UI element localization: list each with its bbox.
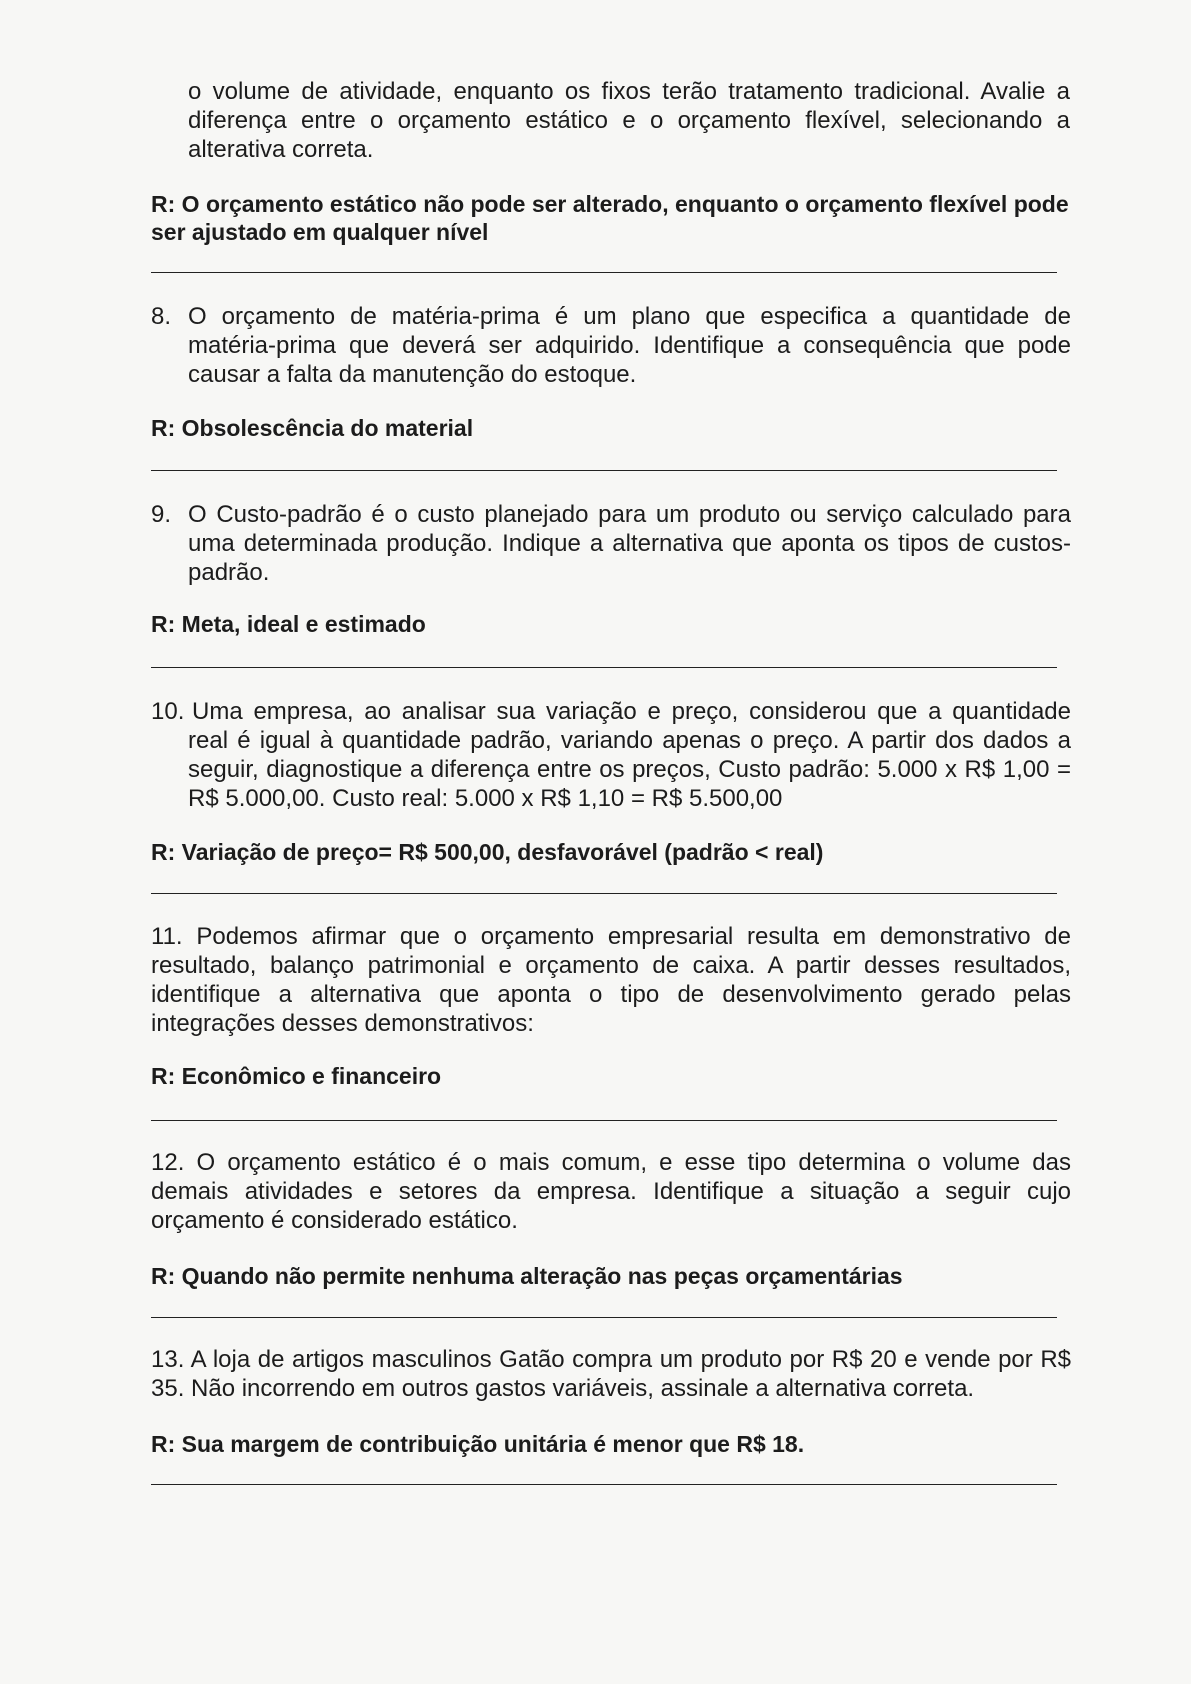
question-number: 9. — [151, 501, 172, 528]
answer-12: R: Quando não permite nenhuma alteração nas peças orçamentárias — [151, 1263, 903, 1289]
intro-answer: R: O orçamento estático não pode ser alterado, enquanto o orçamento flexível pode ser ajustado em qualquer nível — [151, 191, 1069, 245]
answer-13: R: Sua margem de contribuição unitária é menor que R$ 18. — [151, 1431, 805, 1457]
question-number: 11. — [151, 923, 183, 950]
question-number: 13. — [151, 1346, 185, 1373]
answer-8: R: Obsolescência do material — [151, 415, 474, 441]
separator-line — [151, 1317, 1057, 1318]
question-text: A loja de artigos masculinos Gatão compra um produto por R$ 20 e vende por R$ 35. Não incorrendo em outros gastos variáveis, assinale a alternativa correta. — [151, 1346, 1072, 1402]
question-text: O orçamento de matéria-prima é um plano que especifica a quantidade de matéria-prima que deverá ser adquirido. Identifique a consequência que pode causar a falta da manutenção do estoque. — [188, 303, 1071, 388]
question-number: 10. — [151, 698, 185, 725]
question-text: Uma empresa, ao analisar sua variação e preço, considerou que a quantidade real é igual à quantidade padrão, variando apenas o preço. A partir dos dados a seguir, diagnostique a diferença entre os preços, Custo padrão: 5.000 x R$ 1,00 = R$ 5.000,00. Custo real: 5.000 x R$ 1,10 = R$ 5.500,00 — [188, 698, 1071, 812]
separator-line — [151, 667, 1057, 668]
answer-10: R: Variação de preço= R$ 500,00, desfavorável (padrão < real) — [151, 839, 824, 865]
question-9 — [151, 500, 1071, 587]
question-12 — [151, 1148, 1071, 1235]
question-text: O orçamento estático é o mais comum, e esse tipo determina o volume das demais atividades e setores da empresa. Identifique a situação a seguir cujo orçamento é considerado estático. — [151, 1149, 1071, 1234]
question-13 — [151, 1345, 1071, 1403]
question-text: Podemos afirmar que o orçamento empresarial resulta em demonstrativo de resultado, balanço patrimonial e orçamento de caixa. A partir desses resultados, identifique a alternativa que aponta o tipo de desenvolvimento gerado pelas integrações desses demonstrativos: — [151, 923, 1072, 1037]
separator-line — [151, 1484, 1057, 1485]
question-number: 8. — [151, 303, 172, 330]
separator-line — [151, 893, 1057, 894]
answer-9: R: Meta, ideal e estimado — [151, 611, 426, 637]
intro-question-text: o volume de atividade, enquanto os fixos terão tratamento tradicional. Avalie a diferença entre o orçamento estático e o orçamento flexível, selecionando a alterativa correta. — [188, 78, 1070, 163]
question-10 — [151, 697, 1071, 813]
separator-line — [151, 1120, 1057, 1121]
separator-line — [151, 272, 1057, 273]
question-number: 12. — [151, 1149, 185, 1176]
question-11 — [151, 922, 1071, 1038]
separator-line — [151, 470, 1057, 471]
answer-11: R: Econômico e financeiro — [151, 1063, 442, 1089]
question-text: O Custo-padrão é o custo planejado para um produto ou serviço calculado para uma determinada produção. Indique a alternativa que aponta os tipos de custos-padrão. — [188, 501, 1071, 586]
question-8 — [151, 302, 1071, 389]
